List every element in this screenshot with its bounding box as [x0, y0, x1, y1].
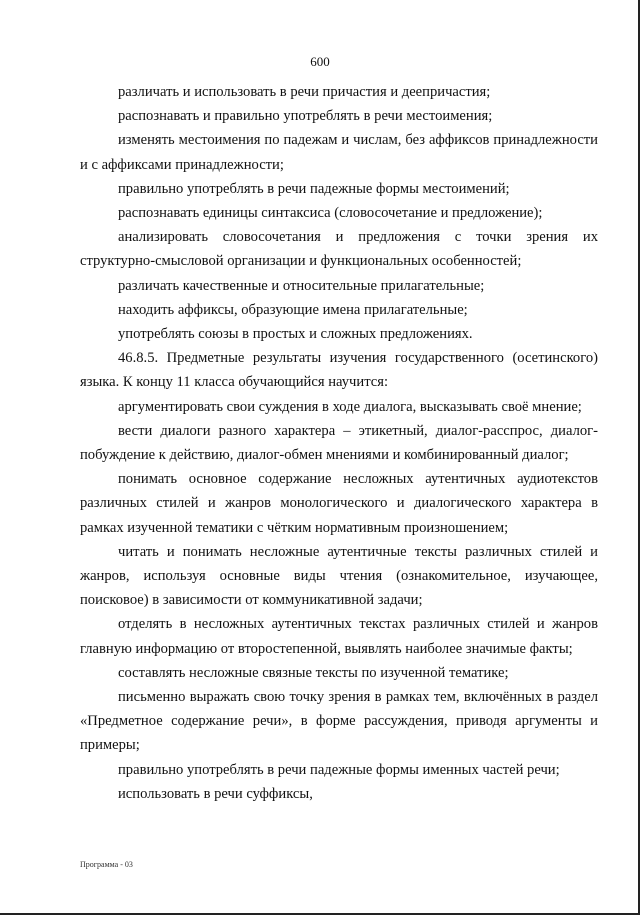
paragraph: правильно употреблять в речи падежные формы именных частей речи;	[118, 761, 560, 778]
paragraph: распознавать и правильно употреблять в речи местоимения;	[118, 108, 493, 125]
paragraph: анализировать словосочетания и предложения с точки зрения их структурно-смысловой организации и функциональных особенностей;	[80, 229, 598, 270]
page-number: 600	[310, 54, 330, 69]
paragraph: находить аффиксы, образующие имена прилагательные;	[118, 301, 468, 318]
paragraph: составлять несложные связные тексты по изученной тематике;	[118, 664, 509, 681]
paragraph: читать и понимать несложные аутентичные тексты различных стилей и жанров, используя основные виды чтения (ознакомительное, изучающее, поисковое) в зависимости от коммуникативной задачи;	[80, 543, 598, 609]
paragraph: изменять местоимения по падежам и числам, без аффиксов принадлежности и с аффиксами принадлежности;	[80, 132, 598, 173]
paragraph: отделять в несложных аутентичных текстах различных стилей и жанров главную информацию от второстепенной, выявлять наиболее значимые факты;	[80, 616, 598, 657]
paragraph: употреблять союзы в простых и сложных предложениях.	[118, 326, 473, 343]
paragraph: правильно употреблять в речи падежные формы местоимений;	[118, 180, 510, 197]
document-body	[80, 80, 598, 806]
paragraph: письменно выражать свою точку зрения в рамках тем, включённых в раздел «Предметное содержание речи», в форме рассуждения, приводя аргументы и примеры;	[80, 689, 598, 754]
paragraph: вести диалоги разного характера – этикетный, диалог-расспрос, диалог-побуждение к действию, диалог-обмен мнениями и комбинированный диалог;	[80, 422, 598, 464]
paragraph: различать качественные и относительные прилагательные;	[118, 277, 485, 294]
paragraph: распознавать единицы синтаксиса (словосочетание и предложение);	[118, 205, 543, 222]
paragraph: различать и использовать в речи причастия и деепричастия;	[118, 84, 491, 100]
paragraph: использовать в речи суффиксы,	[118, 785, 313, 802]
footer-label: Программа - 03	[80, 860, 133, 869]
paragraph: понимать основное содержание несложных аутентичных аудиотекстов различных стилей и жанров монологического и диалогического характера в рамках изученной тематики с чётким нормативным произношением;	[80, 471, 598, 536]
section-heading-paragraph: 46.8.5. Предметные результаты изучения государственного (осетинского) языка. К концу 11 класса обучающийся научится:	[80, 350, 598, 391]
paragraph: аргументировать свои суждения в ходе диалога, высказывать своё мнение;	[118, 398, 582, 415]
